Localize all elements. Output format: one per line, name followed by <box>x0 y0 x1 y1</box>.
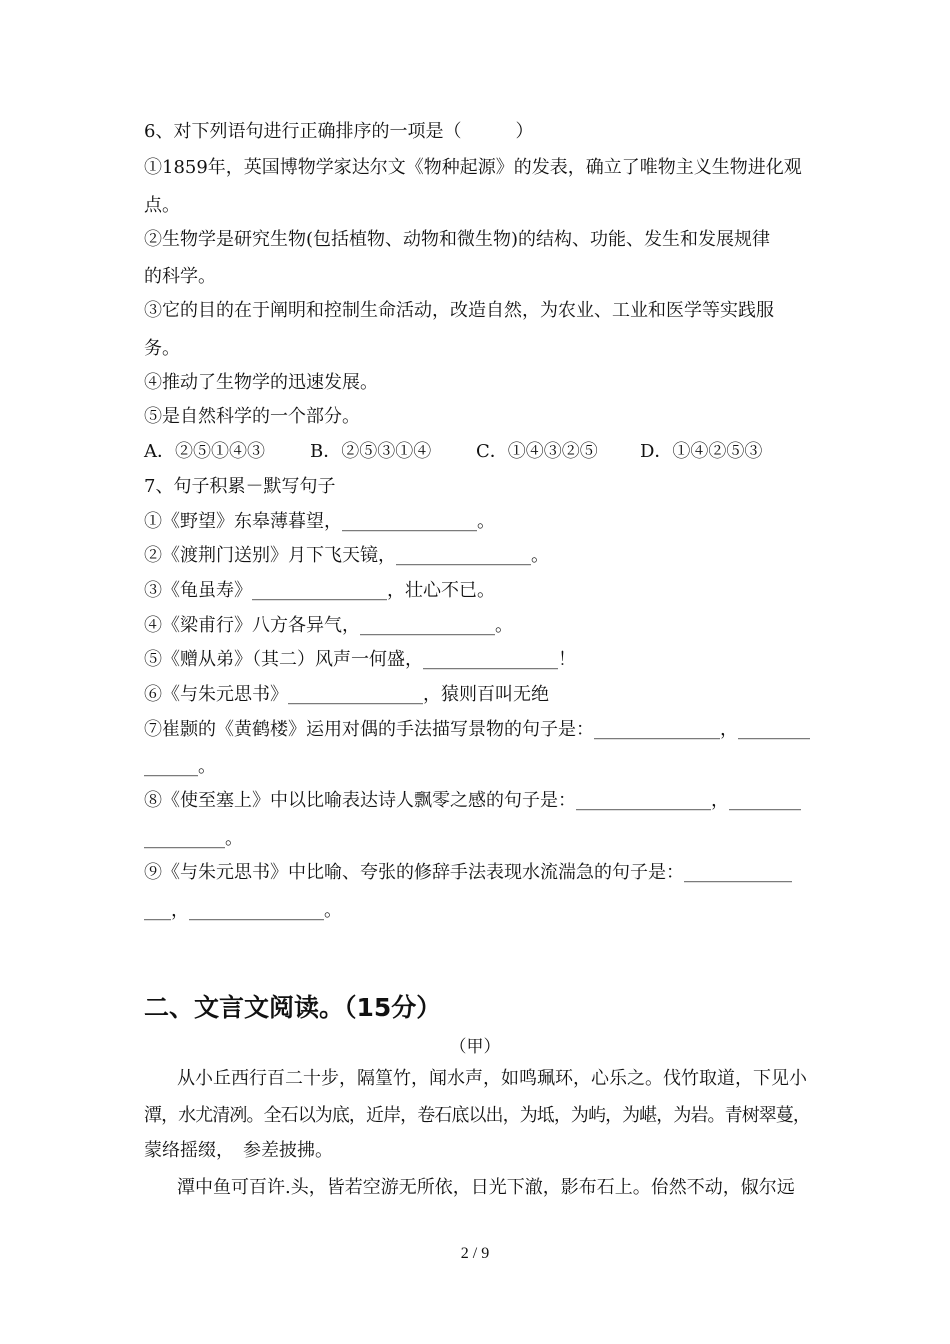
passage-line-3: 蒙络摇缀， 参差披拂。 <box>144 1140 333 1161</box>
option-b[interactable]: B．②⑤③①④ <box>310 441 432 462</box>
option-d[interactable]: D．①④②⑤③ <box>640 441 763 462</box>
q6-sentence-1-cont: 点。 <box>144 195 180 216</box>
q7-item-1[interactable]: ①《野望》东皋薄暮望，_______________。 <box>144 511 495 532</box>
option-a[interactable]: A．②⑤①④③ <box>144 441 265 462</box>
q6-sentence-3: ③它的目的在于阐明和控制生命活动，改造自然，为农业、工业和医学等实践服 <box>144 300 774 321</box>
passage-line-1: 从小丘西行百二十步，隔篁竹，闻水声，如鸣珮环，心乐之。伐竹取道，下见小 <box>177 1068 807 1089</box>
q6-stem: 6、对下列语句进行正确排序的一项是（ ） <box>144 121 534 142</box>
q7-item-8-cont[interactable]: _________。 <box>144 828 243 849</box>
q6-sentence-2: ②生物学是研究生物(包括植物、动物和微生物)的结构、功能、发生和发展规律 <box>144 229 771 250</box>
q6-sentence-3-cont: 务。 <box>144 338 180 359</box>
q7-item-2[interactable]: ②《渡荆门送别》月下飞天镜，_______________。 <box>144 545 549 566</box>
passage-line-4: 潭中鱼可百许.头，皆若空游无所依，日光下澈，影布石上。佁然不动，俶尔远 <box>177 1177 795 1198</box>
q7-item-4[interactable]: ④《梁甫行》八方各异气，_______________。 <box>144 615 513 636</box>
q7-item-6[interactable]: ⑥《与朱元思书》_______________，猿则百叫无绝 <box>144 684 549 705</box>
q7-item-7-cont[interactable]: ______。 <box>144 756 216 777</box>
q6-sentence-2-cont: 的科学。 <box>144 266 216 287</box>
page-number: 2 / 9 <box>460 1245 490 1262</box>
option-c[interactable]: C．①④③②⑤ <box>476 441 598 462</box>
q7-item-8[interactable]: ⑧《使至塞上》中以比喻表达诗人飘零之感的句子是：_______________，________ <box>144 790 801 811</box>
q7-item-3[interactable]: ③《龟虽寿》_______________，壮心不已。 <box>144 580 495 601</box>
q7-item-5[interactable]: ⑤《赠从弟》（其二）风声一何盛，_______________！ <box>144 649 576 670</box>
q6-sentence-4: ④推动了生物学的迅速发展。 <box>144 372 378 393</box>
q6-sentence-1: ①1859年，英国博物学家达尔文《物种起源》的发表，确立了唯物主义生物进化观 <box>144 157 802 178</box>
section-title: 二、文言文阅读。（15分） <box>144 993 442 1022</box>
q7-item-9-cont[interactable]: ___，_______________。 <box>144 900 342 921</box>
section-subtitle: （甲） <box>449 1037 501 1057</box>
q7-item-9[interactable]: ⑨《与朱元思书》中比喻、夸张的修辞手法表现水流湍急的句子是：____________ <box>144 862 792 883</box>
q6-sentence-5: ⑤是自然科学的一个部分。 <box>144 406 360 427</box>
passage-line-2: 潭，水尤清冽。全石以为底，近岸，卷石底以出，为坻，为屿，为嵁，为岩。青树翠蔓， <box>144 1105 810 1126</box>
q7-item-7[interactable]: ⑦崔颢的《黄鹤楼》运用对偶的手法描写景物的句子是：______________，________ <box>144 719 810 740</box>
q7-stem: 7、句子积累－默写句子 <box>144 476 336 497</box>
